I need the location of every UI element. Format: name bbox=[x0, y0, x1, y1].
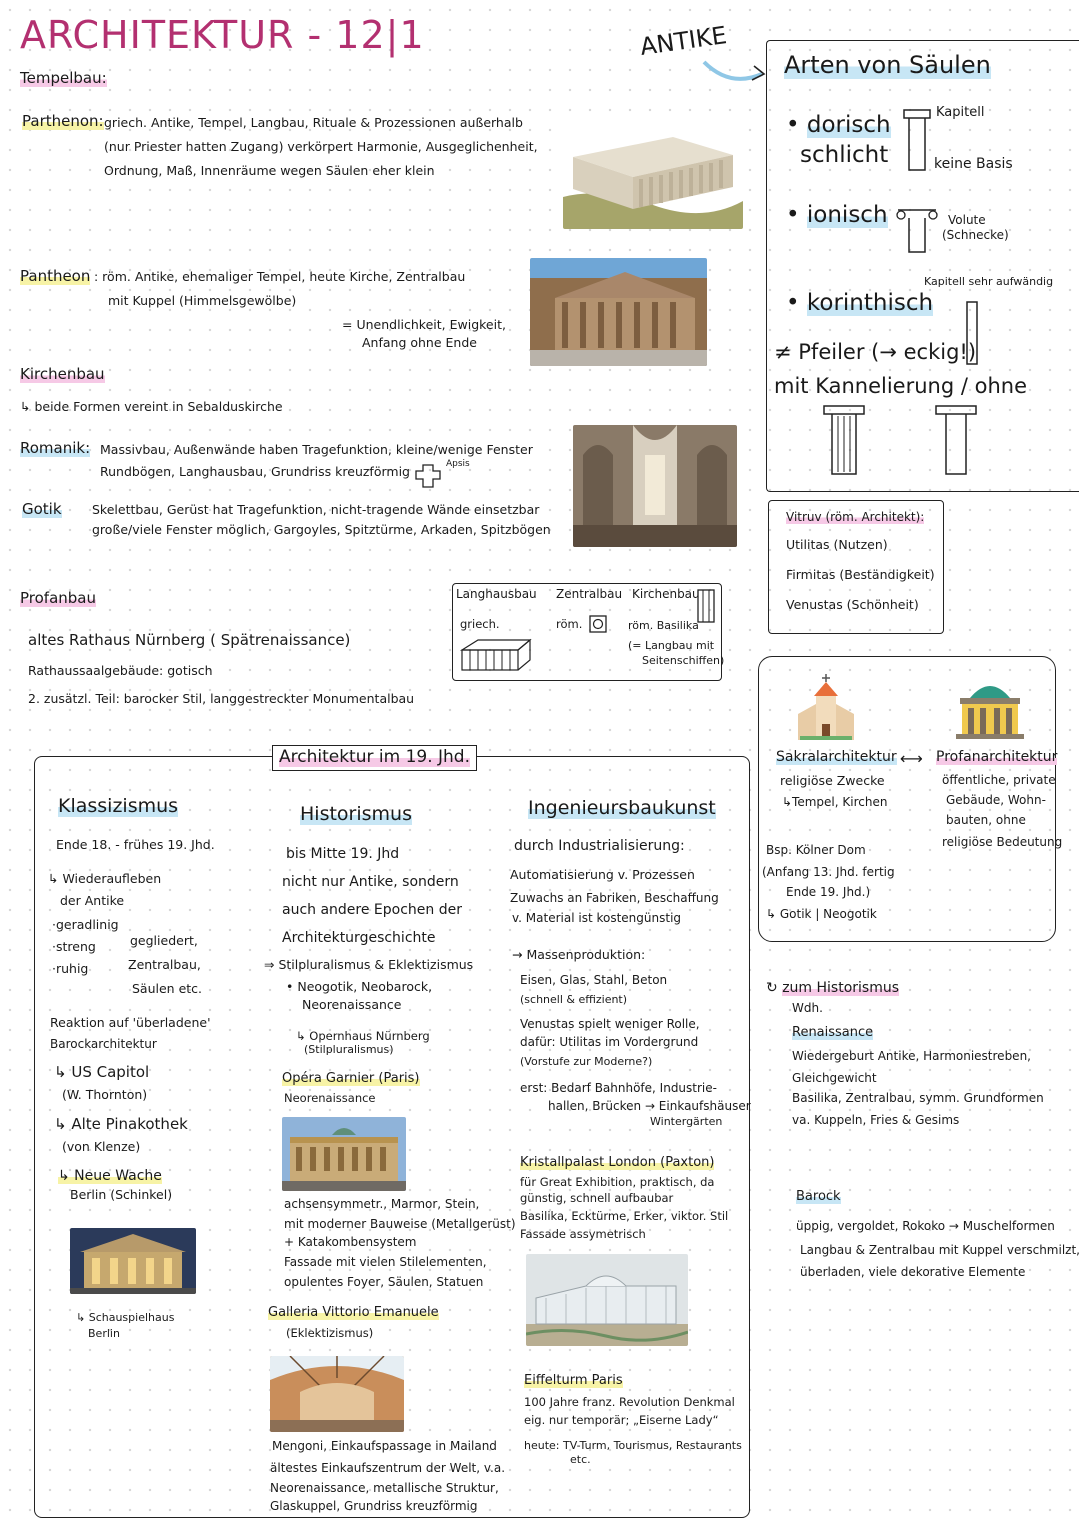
schauspielhaus-caption-1: ↳ Schauspielhaus bbox=[76, 1311, 175, 1324]
profanbau-line-2: Rathaussaalgebäude: gotisch bbox=[28, 663, 213, 678]
schauspielhaus-photo bbox=[70, 1228, 196, 1294]
sakral-example-4: ↳ Gotik | Neogotik bbox=[766, 907, 877, 921]
galleria-line-1: Mengoni, Einkaufspassage in Mailand bbox=[272, 1439, 497, 1453]
opera-sub: Neorenaissance bbox=[284, 1091, 376, 1105]
klassizismus-bullet-3: ·ruhig bbox=[52, 961, 89, 976]
galleria-line-3: Neorenaissance, metallische Struktur, bbox=[270, 1481, 499, 1495]
basilika-icon bbox=[696, 588, 716, 624]
vitruv-item-3: Venustas (Schönheit) bbox=[786, 597, 919, 612]
renaissance-line-2: Gleichgewicht bbox=[792, 1071, 877, 1085]
klassizismus-example-3: ↳ Alte Pinakothek bbox=[54, 1115, 188, 1133]
heute-line-2: etc. bbox=[570, 1453, 591, 1466]
eiffel-line-1: 100 Jahre franz. Revolution Denkmal bbox=[524, 1395, 735, 1409]
ingenieur-line-2: Automatisierung v. Prozessen bbox=[510, 867, 695, 882]
klassizismus-line-3: der Antike bbox=[60, 893, 125, 908]
kirchenbau-sub: röm. Basilika bbox=[628, 619, 699, 632]
langhausbau-label: Langhausbau bbox=[456, 587, 537, 601]
pantheon-note-2: Anfang ohne Ende bbox=[362, 335, 477, 350]
klassizismus-example-1: ↳ US Capitol bbox=[54, 1063, 150, 1081]
kristall-title: Kristallpalast London (Paxton) bbox=[520, 1155, 715, 1170]
kapitell-aufwendig-label: Kapitell sehr aufwändig bbox=[924, 275, 1054, 288]
church-icon bbox=[794, 672, 858, 742]
langhausbau-sub: griech. bbox=[460, 617, 500, 631]
saeulen-heading: Arten von Säulen bbox=[784, 51, 991, 79]
renaissance-line-3: Basilika, Zentralbau, symm. Grundformen bbox=[792, 1091, 1044, 1105]
klassizismus-line-1: Ende 18. - frühes 19. Jhd. bbox=[56, 837, 215, 852]
pantheon-line-2: mit Kuppel (Himmelsgewölbe) bbox=[108, 293, 297, 308]
ingenieur-erst-2: hallen, Brücken → Einkaufshäuser bbox=[548, 1099, 751, 1113]
profanbau-line-3: 2. zusätzl. Teil: barocker Stil, langgestreckter Monumentalbau bbox=[28, 691, 415, 706]
klassizismus-example-2: (W. Thornton) bbox=[62, 1087, 148, 1102]
historismus-line-2: nicht nur Antike, sondern bbox=[282, 874, 459, 890]
profanbau-line-1: altes Rathaus Nürnberg ( Spätrenaissance) bbox=[28, 631, 351, 649]
kristall-line-1: für Great Exhibition, praktisch, da bbox=[520, 1175, 715, 1189]
ionisch-column-icon bbox=[894, 204, 940, 256]
kannelierung-label: mit Kannelierung / ohne bbox=[774, 374, 1027, 398]
sakral-line-1: religiöse Zwecke bbox=[780, 773, 885, 788]
profan-line-4: religiöse Bedeutung bbox=[942, 835, 1063, 849]
klassizismus-example-6: Berlin (Schinkel) bbox=[70, 1187, 173, 1202]
parthenon-label: Parthenon: bbox=[22, 112, 104, 130]
romanik-line-1: Massivbau, Außenwände haben Tragefunktion, kleine/wenige Fenster bbox=[100, 442, 533, 457]
keine-basis-label: keine Basis bbox=[934, 156, 1013, 172]
opera-line-2: mit moderner Bauweise (Metallgerüst) bbox=[284, 1217, 516, 1231]
opera-line-1: achsensymmetr., Marmor, Stein, bbox=[284, 1197, 480, 1211]
opernhaus-line-2: (Stilpluralismus) bbox=[304, 1043, 394, 1056]
klassizismus-line-2: ↳ Wiederaufleben bbox=[48, 871, 162, 886]
pantheon-label: Pantheon bbox=[20, 267, 91, 285]
gotik-church-photo bbox=[573, 425, 737, 547]
romanik-line-2: Rundbögen, Langhausbau, Grundriss kreuzförmig bbox=[100, 464, 410, 479]
historismus-bullet-2: Neorenaissance bbox=[302, 997, 402, 1012]
historismus-title: Historismus bbox=[300, 803, 412, 825]
kirchenbau-intro: ↳ beide Formen vereint in Sebalduskirche bbox=[20, 399, 283, 414]
profan-title: Profanarchitektur bbox=[936, 749, 1058, 765]
glatt-column-icon bbox=[934, 404, 978, 478]
sakral-title: Sakralarchitektur bbox=[776, 749, 897, 765]
vitruv-item-1: Utilitas (Nutzen) bbox=[786, 537, 888, 552]
kirchenbau-heading: Kirchenbau bbox=[20, 365, 105, 383]
dorisch-label: • dorisch bbox=[786, 112, 891, 138]
kirchenbau-label: Kirchenbau bbox=[632, 587, 700, 601]
barock-line-3: überladen, viele dekorative Elemente bbox=[800, 1265, 1026, 1279]
opera-line-3: + Katakombensystem bbox=[284, 1235, 417, 1249]
ingenieur-masse: → Massenproduktion: bbox=[512, 947, 646, 962]
profan-line-3: bauten, ohne bbox=[946, 813, 1026, 827]
parthenon-line-3: Ordnung, Maß, Innenräume wegen Säulen eher klein bbox=[104, 163, 435, 178]
romanik-label: Romanik: bbox=[20, 439, 91, 457]
zentralbau-label: Zentralbau bbox=[556, 587, 623, 601]
gotik-label: Gotik bbox=[22, 500, 62, 518]
ionisch-label: • ionisch bbox=[786, 202, 888, 228]
ingenieur-erst-1: erst: Bedarf Bahnhöfe, Industrie- bbox=[520, 1081, 717, 1095]
parthenon-line-1: griech. Antike, Tempel, Langbau, Rituale & Prozessionen außerhalb bbox=[104, 115, 523, 130]
pfeiler-label: ≠ Pfeiler (→ eckig!) bbox=[774, 340, 977, 364]
ingenieur-erst-3: Wintergärten bbox=[650, 1115, 723, 1128]
vitruv-item-2: Firmitas (Beständigkeit) bbox=[786, 567, 935, 582]
galleria-line-2: ältestes Einkaufszentrum der Welt, v.a. bbox=[270, 1461, 506, 1475]
renaissance-title: Renaissance bbox=[792, 1025, 874, 1040]
sakral-line-2: ↳Tempel, Kirchen bbox=[782, 795, 888, 809]
sakral-example-2: (Anfang 13. Jhd. fertig bbox=[762, 865, 895, 879]
klassizismus-example-5: ↳ Neue Wache bbox=[58, 1168, 162, 1184]
klassizismus-note-3: Säulen etc. bbox=[132, 981, 203, 996]
klassizismus-note-2: Zentralbau, bbox=[128, 957, 201, 972]
zum-historismus-heading: ↻ zum Historismus bbox=[766, 980, 900, 996]
opera-line-4: Fassade mit vielen Stilelementen, bbox=[284, 1255, 487, 1269]
zentralbau-icon bbox=[588, 614, 608, 634]
wdh-label: Wdh. bbox=[792, 1001, 823, 1015]
ingenieur-venustas-2: dafür: Utilitas im Vordergrund bbox=[520, 1035, 699, 1049]
gotik-line-1: Skelettbau, Gerüst hat Tragefunktion, nicht-tragende Wände einsetzbar bbox=[92, 502, 540, 517]
apsis-label: Apsis bbox=[446, 459, 470, 469]
eiffel-title: Eiffelturm Paris bbox=[524, 1373, 623, 1388]
opera-line-5: opulentes Foyer, Säulen, Statuen bbox=[284, 1275, 484, 1289]
barock-line-2: Langbau & Zentralbau mit Kuppel verschmilzt, bbox=[800, 1243, 1080, 1257]
museum-icon bbox=[952, 674, 1028, 740]
kristall-line-2: günstig, schnell aufbaubar bbox=[520, 1191, 674, 1205]
profan-line-2: Gebäude, Wohn- bbox=[946, 793, 1046, 807]
zentralbau-sub: röm. bbox=[556, 617, 583, 631]
historismus-line-3: auch andere Epochen der bbox=[282, 902, 462, 918]
kristall-line-4: Fassade assymetrisch bbox=[520, 1227, 646, 1241]
klassizismus-reaktion-1: Reaktion auf 'überladene' bbox=[50, 1015, 211, 1030]
ingenieur-material-1: Eisen, Glas, Stahl, Beton bbox=[520, 973, 668, 987]
barock-title: Barock bbox=[796, 1189, 841, 1204]
galleria-line-4: Glaskuppel, Grundriss kreuzförmig bbox=[270, 1499, 478, 1513]
antike-arrow-icon bbox=[700, 52, 770, 92]
historismus-arrow-line: ⇒ Stilpluralismus & Eklektizismus bbox=[264, 957, 474, 972]
ingenieur-line-4: v. Material ist kostengünstig bbox=[512, 911, 682, 925]
galleria-sub: (Eklektizismus) bbox=[286, 1326, 374, 1340]
historismus-line-4: Architekturgeschichte bbox=[282, 930, 436, 946]
profanbau-heading: Profanbau bbox=[20, 589, 96, 607]
antike-label: ANTIKE bbox=[638, 21, 729, 61]
ingenieur-material-2: (schnell & effizient) bbox=[520, 993, 628, 1006]
kapitell-label: Kapitell bbox=[936, 105, 985, 120]
opera-title: Opéra Garnier (Paris) bbox=[282, 1071, 420, 1086]
volute-label: Volute bbox=[948, 213, 986, 227]
parthenon-photo bbox=[563, 117, 743, 229]
jhd19-heading: Architektur im 19. Jhd. bbox=[272, 745, 477, 771]
kirchenbau-note-1: (= Langbau mit bbox=[628, 639, 715, 652]
galleria-photo bbox=[270, 1356, 404, 1432]
volute-sub: (Schnecke) bbox=[942, 228, 1009, 242]
opera-garnier-photo bbox=[282, 1117, 406, 1191]
opernhaus-line-1: ↳ Opernhaus Nürnberg bbox=[296, 1029, 430, 1043]
korinthisch-label: • korinthisch bbox=[786, 290, 934, 316]
klassizismus-note-1: gegliedert, bbox=[130, 933, 198, 948]
ingenieur-venustas-3: (Vorstufe zur Moderne?) bbox=[520, 1055, 653, 1068]
ingenieur-venustas-1: Venustas spielt weniger Rolle, bbox=[520, 1017, 700, 1031]
dorisch-column-icon bbox=[902, 108, 932, 174]
kristallpalast-photo bbox=[526, 1254, 688, 1346]
renaissance-line-4: va. Kuppeln, Fries & Gesims bbox=[792, 1113, 960, 1127]
barock-line-1: üppig, vergoldet, Rokoko → Muschelformen bbox=[796, 1219, 1055, 1233]
sakral-profan-arrow: ⟷ bbox=[900, 749, 923, 768]
schauspielhaus-caption-2: Berlin bbox=[88, 1327, 120, 1340]
kirchenbau-note-2: Seitenschiffen) bbox=[642, 654, 725, 667]
klassizismus-title: Klassizismus bbox=[58, 795, 179, 817]
galleria-title: Galleria Vittorio Emanuele bbox=[268, 1305, 439, 1320]
kristall-line-3: Basilika, Ecktürme, Erker, viktor. Stil bbox=[520, 1209, 729, 1223]
ingenieur-title: Ingenieursbaukunst bbox=[528, 797, 716, 819]
historismus-bullet-1: • Neogotik, Neobarock, bbox=[286, 979, 433, 994]
tempelbau-heading: Tempelbau: bbox=[20, 69, 107, 87]
parthenon-line-2: (nur Priester hatten Zugang) verkörpert Harmonie, Ausgeglichenheit, bbox=[104, 139, 538, 154]
kreuz-grundriss-icon bbox=[414, 463, 442, 489]
eiffel-line-2: eig. nur temporär; „Eiserne Lady“ bbox=[524, 1413, 719, 1427]
ingenieur-line-3: Zuwachs an Fabriken, Beschaffung bbox=[510, 891, 719, 905]
kanneliert-column-icon bbox=[822, 404, 866, 478]
renaissance-line-1: Wiedergeburt Antike, Harmoniestreben, bbox=[792, 1049, 1031, 1063]
klassizismus-reaktion-2: Barockarchitektur bbox=[50, 1037, 157, 1051]
langhausbau-temple-icon bbox=[458, 638, 534, 674]
klassizismus-bullet-1: ·geradlinig bbox=[52, 917, 119, 932]
gotik-line-2: große/viele Fenster möglich, Gargoyles, Spitztürme, Arkaden, Spitzbögen bbox=[92, 522, 551, 537]
dorisch-sub: schlicht bbox=[800, 142, 889, 168]
pantheon-photo bbox=[530, 258, 707, 366]
profan-line-1: öffentliche, private bbox=[942, 773, 1056, 787]
sakral-example-1: Bsp. Kölner Dom bbox=[766, 843, 866, 857]
historismus-line-1: bis Mitte 19. Jhd bbox=[286, 846, 400, 862]
heute-line-1: heute: TV-Turm, Tourismus, Restaurants bbox=[524, 1439, 742, 1452]
pantheon-line-1: : röm. Antike, ehemaliger Tempel, heute Kirche, Zentralbau bbox=[94, 269, 466, 284]
pantheon-note-1: = Unendlichkeit, Ewigkeit, bbox=[342, 317, 506, 332]
klassizismus-example-4: (von Klenze) bbox=[62, 1139, 141, 1154]
vitruv-heading: Vitruv (röm. Architekt): bbox=[786, 510, 925, 524]
page-title: ARCHITEKTUR - 12|1 bbox=[20, 13, 425, 57]
sakral-example-3: Ende 19. Jhd.) bbox=[786, 885, 871, 899]
klassizismus-bullet-2: ·streng bbox=[52, 939, 96, 954]
ingenieur-line-1: durch Industrialisierung: bbox=[514, 838, 685, 854]
